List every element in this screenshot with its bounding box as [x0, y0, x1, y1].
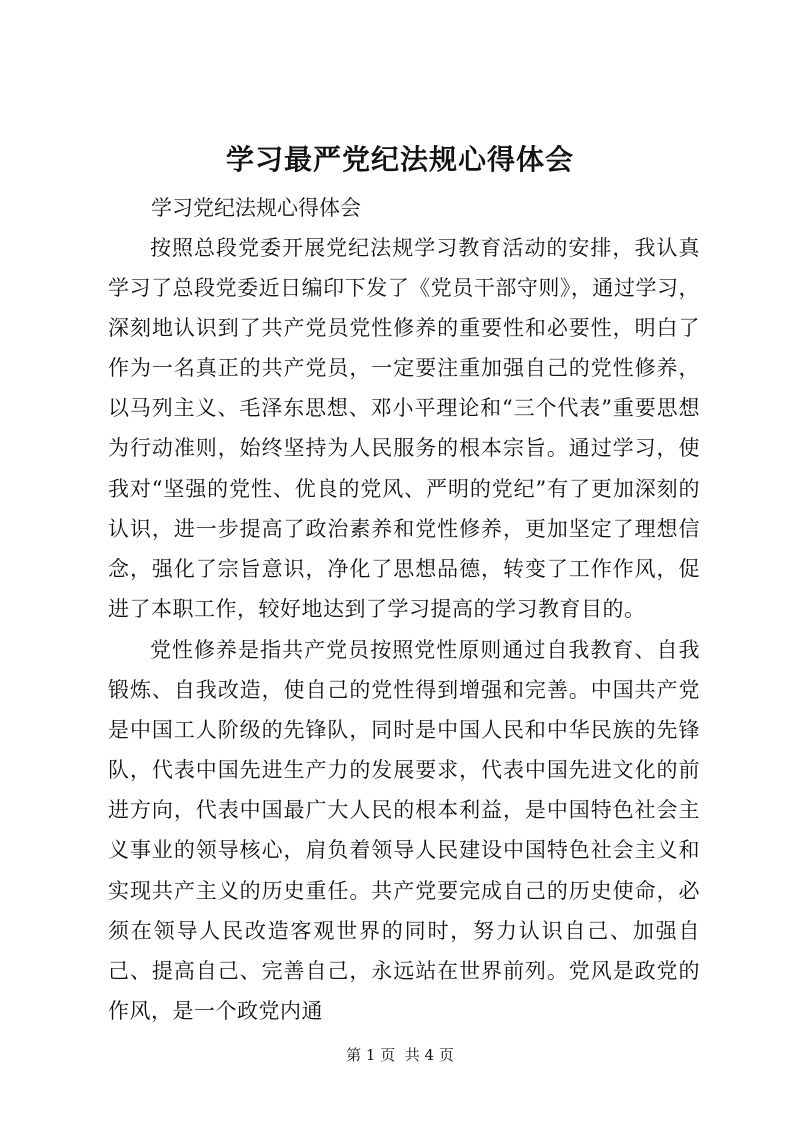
paragraph-1: 按照总段党委开展党纪法规学习教育活动的安排，我认真学习了总段党委近日编印下发了《党员干部守则》，通过学习，深刻地认识到了共产党员党性修养的重要性和必要性，明白了作为一名真正的共产党员，一定要注重加强自己的党性修养，以马列主义、毛泽东思想、邓小平理论和“三个代表”重要思想为行动准则，始终坚持为人民服务的根本宗旨。通过学习，使我对“坚强的党性、优良的党风、严明的党纪”有了更加深刻的认识，进一步提高了政治素养和党性修养，更加坚定了理想信念，强化了宗旨意识，净化了思想品德，转变了工作作风，促进了本职工作，较好地达到了学习提高的学习教育目的。	[108, 236, 700, 621]
page-footer	[0, 1045, 800, 1065]
paragraph-2: 党性修养是指共产党员按照党性原则通过自我教育、自我锻炼、自我改造，使自己的党性得到增强和完善。中国共产党是中国工人阶级的先锋队，同时是中国人民和中华民族的先锋队，代表中国先进生产力的发展要求，代表中国先进文化的前进方向，代表中国最广大人民的根本利益，是中国特色社会主义事业的领导核心，肩负着领导人民建设中国特色社会主义和实现共产主义的历史重任。共产党要完成自己的历史使命，必须在领导人民改造客观世界的同时，努力认识自己、加强自己、提高自己、完善自己，永远站在世界前列。党风是政党的作风，是一个政党内通	[108, 638, 700, 1023]
document-title: 学习最严党纪法规心得体会	[225, 143, 574, 176]
document-subtitle: 学习党纪法规心得体会	[151, 196, 361, 220]
page-number-label: 第 1 页 共 4 页	[346, 1046, 454, 1064]
